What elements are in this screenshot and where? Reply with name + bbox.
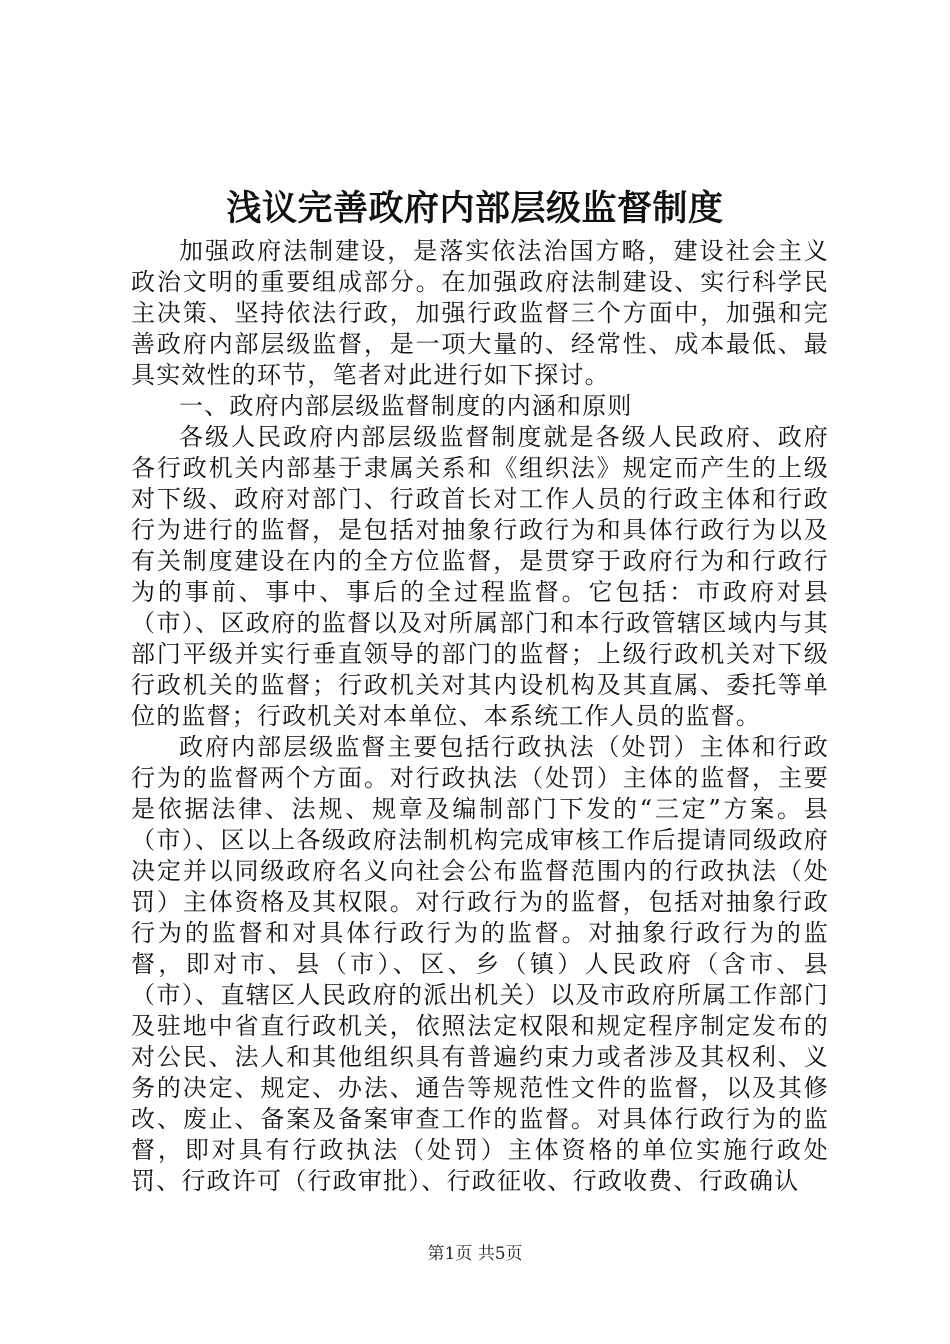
paragraph-intro: 加强政府法制建设，是落实依法治国方略，建设社会主义政治文明的重要组成部分。在加强政府法制建设、实行科学民主决策、坚持依法行政，加强行政监督三个方面中，加强和完善政府内部层级监督，是一项大量的、经常性、成本最低、最具实效性的环节，笔者对此进行如下探讨。	[131, 237, 829, 389]
paragraph-definition: 各级人民政府内部层级监督制度就是各级人民政府、政府各行政机关内部基于隶属关系和《组织法》规定而产生的上级对下级、政府对部门、行政首长对工作人员的行政主体和行政行为进行的监督，是包括对抽象行政行为和具体行政行为以及有关制度建设在内的全方位监督，是贯穿于政府行为和行政行为的事前、事中、事后的全过程监督。它包括：市政府对县（市）、区政府的监督以及对所属部门和本行政管辖区域内与其部门平级并实行垂直领导的部门的监督；上级行政机关对下级行政机关的监督；行政机关对其内设机构及其直属、委托等单位的监督；行政机关对本单位、本系统工作人员的监督。	[131, 423, 829, 730]
section-heading-1: 一、政府内部层级监督制度的内涵和原则	[179, 392, 633, 420]
page-number-footer: 第1页 共5页	[427, 1244, 523, 1264]
paragraph-scope: 政府内部层级监督主要包括行政执法（处罚）主体和行政行为的监督两个方面。对行政执法（处罚）主体的监督，主要是依据法律、法规、规章及编制部门下发的“三定”方案。县（市）、区以上各级政府法制机构完成审核工作后提请同级政府决定并以同级政府名义向社会公布监督范围内的行政执法（处罚）主体资格及其权限。对行政行为的监督，包括对抽象行政行为的监督和对具体行政行为的监督。对抽象行政行为的监督，即对市、县（市）、区、乡（镇）人民政府（含市、县（市）、直辖区人民政府的派出机关）以及市政府所属工作部门及驻地中省直行政机关，依照法定权限和规定程序制定发布的对公民、法人和其他组织具有普遍约束力或者涉及其权利、义务的决定、规定、办法、通告等规范性文件的监督，以及其修改、废止、备案及备案审查工作的监督。对具体行政行为的监督，即对具有行政执法（处罚）主体资格的单位实施行政处罚、行政许可（行政审批）、行政征收、行政收费、行政确认	[131, 733, 829, 1195]
document-body	[131, 236, 829, 1197]
document-title: 浅议完善政府内部层级监督制度	[226, 188, 724, 229]
